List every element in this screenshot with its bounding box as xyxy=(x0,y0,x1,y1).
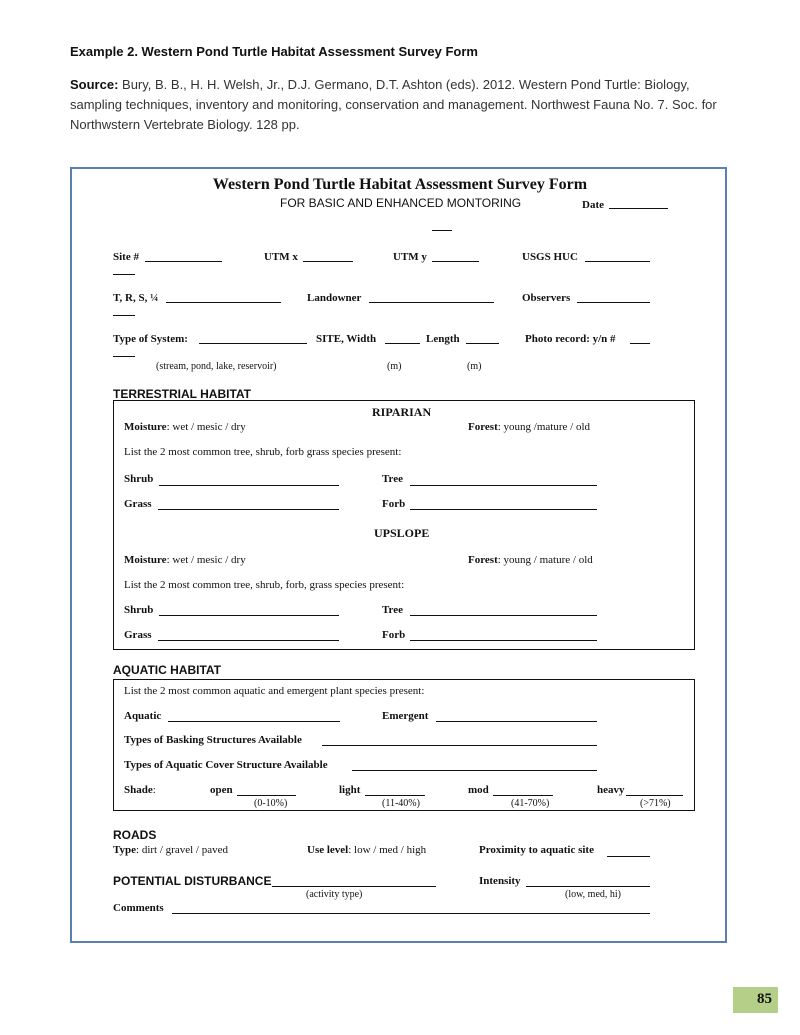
upslope-grass-label: Grass xyxy=(124,629,152,641)
riparian-shrub-label: Shrub xyxy=(124,473,154,485)
photo-field[interactable] xyxy=(630,343,650,344)
roads-type-options: : dirt / gravel / paved xyxy=(136,844,228,856)
roads-type xyxy=(113,844,228,856)
site-field[interactable] xyxy=(145,261,222,262)
site-label: Site # xyxy=(113,251,139,263)
riparian-forb-field[interactable] xyxy=(410,509,597,510)
riparian-moisture-label: Moisture xyxy=(124,421,167,433)
disturbance-field[interactable] xyxy=(272,886,436,887)
riparian-forb-label: Forb xyxy=(382,498,406,510)
cover-label: Types of Aquatic Cover Structure Available xyxy=(124,759,328,771)
riparian-forest xyxy=(468,421,590,433)
form-subtitle: FOR BASIC AND ENHANCED MONTORING xyxy=(280,196,522,210)
riparian-tree-field[interactable] xyxy=(410,485,597,486)
upslope-grass-field[interactable] xyxy=(158,640,339,641)
upslope-tree-field[interactable] xyxy=(410,615,597,616)
terrestrial-heading: TERRESTRIAL HABITAT xyxy=(113,387,251,401)
date-label: Date xyxy=(582,199,604,211)
riparian-tree-label: Tree xyxy=(382,473,403,485)
example-heading: Example 2. Western Pond Turtle Habitat Assessment Survey Form xyxy=(70,44,478,59)
shade-mod-field[interactable] xyxy=(493,795,553,796)
trs-label: T, R, S, ¼ xyxy=(113,292,159,304)
roads-use-label: Use level xyxy=(307,844,349,856)
aquatic-instruction: List the 2 most common aquatic and emergent plant species present: xyxy=(124,685,425,697)
length-label: Length xyxy=(426,333,460,345)
activity-hint: (activity type) xyxy=(306,889,363,900)
usgs-huc-label: USGS HUC xyxy=(522,251,578,263)
aquatic-label: Aquatic xyxy=(124,710,162,722)
length-unit: (m) xyxy=(467,361,482,372)
system-hint: (stream, pond, lake, reservoir) xyxy=(156,361,277,372)
row1-continuation xyxy=(113,274,135,275)
shade-open-field[interactable] xyxy=(237,795,296,796)
page-number: 85 xyxy=(757,991,772,1007)
proximity-field[interactable] xyxy=(607,856,650,857)
source-text: Bury, B. B., H. H. Welsh, Jr., D.J. Germano, D.T. Ashton (eds). 2012. Western Pond Turtle: Biology, sampling techniques, inventory and monitoring, conservation and management. Northwest Fauna No. 7. Soc. for Northwstern Vertebrate Biology. 128 pp. xyxy=(70,77,717,132)
source-label: Source: xyxy=(70,77,119,92)
riparian-forest-options: : young /mature / old xyxy=(497,421,590,433)
shade-open-range: (0-10%) xyxy=(254,798,288,809)
form-title: Western Pond Turtle Habitat Assessment Survey Form xyxy=(212,176,588,193)
proximity-label: Proximity to aquatic site xyxy=(479,844,594,856)
usgs-huc-field[interactable] xyxy=(585,261,650,262)
roads-use xyxy=(307,844,426,856)
aquatic-heading: AQUATIC HABITAT xyxy=(113,663,221,677)
observers-field[interactable] xyxy=(577,302,650,303)
upslope-shrub-field[interactable] xyxy=(159,615,339,616)
emergent-field[interactable] xyxy=(436,721,597,722)
upslope-forb-field[interactable] xyxy=(410,640,597,641)
shade-mod-range: (41-70%) xyxy=(511,798,550,809)
cover-field[interactable] xyxy=(352,770,597,771)
intensity-label: Intensity xyxy=(479,875,521,887)
upslope-heading: UPSLOPE xyxy=(374,526,430,540)
aquatic-field[interactable] xyxy=(168,721,340,722)
upslope-moisture-options: : wet / mesic / dry xyxy=(166,554,246,566)
roads-heading: ROADS xyxy=(113,828,157,842)
roads-type-label: Type xyxy=(113,844,137,856)
utm-y-label: UTM y xyxy=(393,251,427,263)
row2-continuation xyxy=(113,315,135,316)
riparian-forest-label: Forest xyxy=(468,421,498,433)
upslope-shrub-label: Shrub xyxy=(124,604,154,616)
terrestrial-box xyxy=(113,400,695,650)
observers-label: Observers xyxy=(522,292,571,304)
system-field[interactable] xyxy=(199,343,307,344)
width-label: SITE, Width xyxy=(316,333,377,345)
landowner-field[interactable] xyxy=(369,302,494,303)
roads-use-options: : low / med / high xyxy=(348,844,427,856)
shade-light-field[interactable] xyxy=(365,795,425,796)
upslope-forest xyxy=(468,554,593,566)
upslope-forest-label: Forest xyxy=(468,554,498,566)
comments-label: Comments xyxy=(113,902,164,914)
comments-field[interactable] xyxy=(172,913,650,914)
shade-light-range: (11-40%) xyxy=(382,798,420,809)
landowner-label: Landowner xyxy=(307,292,362,304)
riparian-grass-label: Grass xyxy=(124,498,152,510)
upslope-forest-options: : young / mature / old xyxy=(497,554,593,566)
disturbance-heading: POTENTIAL DISTURBANCE xyxy=(113,874,272,888)
intensity-field[interactable] xyxy=(526,886,650,887)
page-number-tab xyxy=(733,987,778,1013)
shade-row xyxy=(124,784,156,796)
riparian-moisture xyxy=(124,421,246,433)
width-unit: (m) xyxy=(387,361,402,372)
upslope-forb-label: Forb xyxy=(382,629,406,641)
upslope-moisture xyxy=(124,554,246,566)
shade-label: Shade xyxy=(124,784,153,796)
riparian-grass-field[interactable] xyxy=(158,509,339,510)
upslope-moisture-label: Moisture xyxy=(124,554,167,566)
riparian-moisture-options: : wet / mesic / dry xyxy=(166,421,246,433)
photo-label: Photo record: y/n # xyxy=(525,333,616,345)
shade-colon: : xyxy=(152,784,156,796)
upslope-tree-label: Tree xyxy=(382,604,403,616)
length-field[interactable] xyxy=(466,343,499,344)
upslope-instruction: List the 2 most common tree, shrub, forb, grass species present: xyxy=(124,579,405,591)
source-citation xyxy=(70,75,740,135)
riparian-shrub-field[interactable] xyxy=(159,485,339,486)
riparian-heading: RIPARIAN xyxy=(372,405,432,419)
utm-x-field[interactable] xyxy=(303,261,353,262)
basking-label: Types of Basking Structures Available xyxy=(124,734,302,746)
utm-x-label: UTM x xyxy=(264,251,298,263)
riparian-instruction: List the 2 most common tree, shrub, forb grass species present: xyxy=(124,446,402,458)
basking-field[interactable] xyxy=(322,745,597,746)
utm-y-field[interactable] xyxy=(432,261,479,262)
system-label: Type of System: xyxy=(113,333,188,345)
shade-light-label: light xyxy=(339,784,361,796)
intensity-hint: (low, med, hi) xyxy=(565,889,622,900)
trs-field[interactable] xyxy=(166,302,281,303)
row3-continuation xyxy=(113,356,135,357)
date-field-continuation xyxy=(432,230,452,231)
date-field[interactable] xyxy=(609,208,668,209)
emergent-label: Emergent xyxy=(382,710,429,722)
shade-heavy-label: heavy xyxy=(597,784,625,796)
shade-open-label: open xyxy=(210,784,233,796)
shade-heavy-field[interactable] xyxy=(626,795,683,796)
shade-mod-label: mod xyxy=(468,784,489,796)
shade-heavy-range: (>71%) xyxy=(640,798,671,809)
width-field[interactable] xyxy=(385,343,420,344)
